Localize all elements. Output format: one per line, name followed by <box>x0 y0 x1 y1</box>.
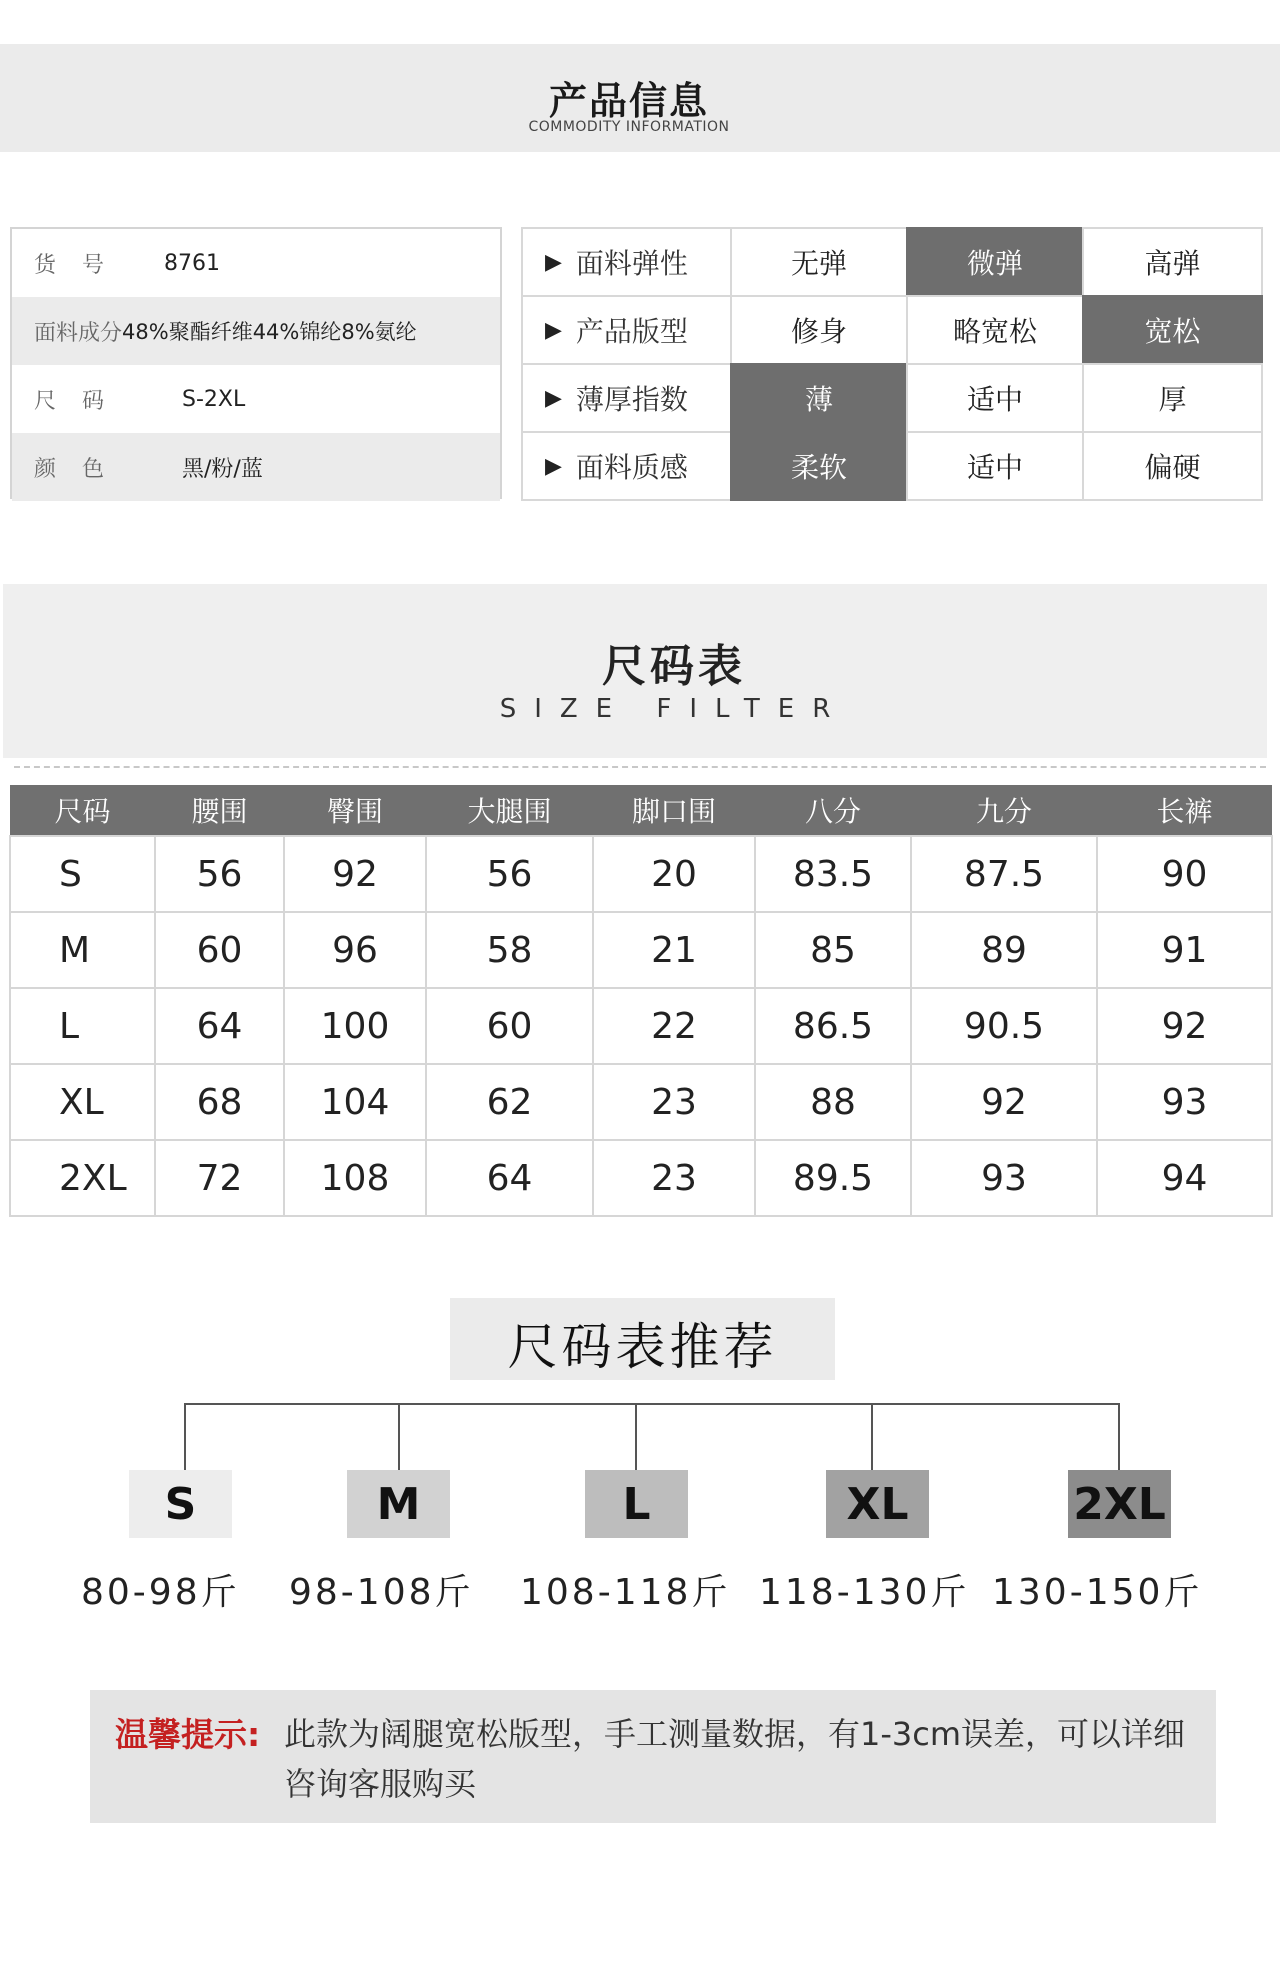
attr-option: 无弹 <box>730 227 908 297</box>
attr-option-selected: 柔软 <box>730 431 908 501</box>
table-cell: S <box>10 836 155 912</box>
info-value: 黑/粉/蓝 <box>182 456 263 482</box>
recommend-title: 尺码表推荐 <box>507 1318 778 1376</box>
table-cell: 64 <box>426 1140 593 1216</box>
table-cell: 91 <box>1097 912 1272 988</box>
attr-label: ▶ 薄厚指数 <box>521 363 732 433</box>
dashed-divider <box>14 766 1266 768</box>
size-chart-subtitle: SIZE FILTER <box>499 694 849 724</box>
info-value: S-2XL <box>182 386 246 412</box>
table-cell: 64 <box>155 988 284 1064</box>
table-cell: 56 <box>426 836 593 912</box>
attr-option: 厚 <box>1082 363 1263 433</box>
info-label: 货号 <box>34 252 131 278</box>
table-cell: 60 <box>426 988 593 1064</box>
attr-option: 高弹 <box>1082 227 1263 297</box>
table-row <box>10 1140 1272 1216</box>
table-cell: 93 <box>911 1140 1097 1216</box>
table-cell: 56 <box>155 836 284 912</box>
size-box-2xl: 2XL <box>1068 1470 1171 1538</box>
table-cell: 2XL <box>10 1140 155 1216</box>
attr-option: 修身 <box>730 295 908 365</box>
table-cell: 96 <box>284 912 426 988</box>
table-cell: 60 <box>155 912 284 988</box>
table-row <box>10 912 1272 988</box>
table-cell: M <box>10 912 155 988</box>
tree-branch-line <box>1118 1403 1120 1470</box>
size-box-l: L <box>585 1470 688 1538</box>
table-cell: 21 <box>593 912 755 988</box>
table-row <box>10 988 1272 1064</box>
table-cell: 87.5 <box>911 836 1097 912</box>
tree-branch-line <box>635 1403 637 1470</box>
tip-label: 温馨提示: <box>115 1715 261 1754</box>
attr-option-selected: 微弹 <box>906 227 1084 297</box>
table-cell: 88 <box>755 1064 911 1140</box>
table-cell: 92 <box>1097 988 1272 1064</box>
table-row <box>10 836 1272 912</box>
tree-horizontal-line <box>184 1403 1120 1405</box>
table-cell: 22 <box>593 988 755 1064</box>
table-cell: 100 <box>284 988 426 1064</box>
column-header: 臀围 <box>284 785 426 836</box>
size-table <box>9 785 1273 1217</box>
table-cell: 89.5 <box>755 1140 911 1216</box>
tip-text: 此款为阔腿宽松版型，手工测量数据，有1-3cm误差，可以详细咨询客服购买 <box>284 1715 1186 1803</box>
info-row-fabric <box>12 297 500 365</box>
info-label: 颜色 <box>34 456 131 482</box>
table-cell: 58 <box>426 912 593 988</box>
column-header: 长裤 <box>1097 785 1272 836</box>
column-header: 腰围 <box>155 785 284 836</box>
table-cell: L <box>10 988 155 1064</box>
page-subtitle: COMMODITY INFORMATION <box>528 119 730 135</box>
attr-option: 略宽松 <box>906 295 1084 365</box>
table-header-row <box>10 785 1272 836</box>
tree-branch-line <box>871 1403 873 1470</box>
column-header: 八分 <box>755 785 911 836</box>
info-row-item-no <box>12 229 500 297</box>
triangle-right-icon: ▶ <box>545 249 562 275</box>
weight-range: 130-150斤 <box>992 1572 1203 1613</box>
table-cell: 92 <box>911 1064 1097 1140</box>
table-cell: 93 <box>1097 1064 1272 1140</box>
triangle-right-icon: ▶ <box>545 453 562 479</box>
tree-branch-line <box>184 1403 186 1470</box>
size-box-s: S <box>129 1470 232 1538</box>
info-value: 48%聚酯纤维44%锦纶8%氨纶 <box>122 320 417 344</box>
attr-option: 偏硬 <box>1082 431 1263 501</box>
table-cell: 68 <box>155 1064 284 1140</box>
info-value: 8761 <box>164 250 220 276</box>
table-cell: 90 <box>1097 836 1272 912</box>
table-cell: 86.5 <box>755 988 911 1064</box>
table-cell: 89 <box>911 912 1097 988</box>
triangle-right-icon: ▶ <box>545 317 562 343</box>
column-header: 尺码 <box>10 785 155 836</box>
info-row-size <box>12 365 500 433</box>
table-cell: XL <box>10 1064 155 1140</box>
info-label: 面料成分 <box>34 320 123 346</box>
table-cell: 108 <box>284 1140 426 1216</box>
attribute-grid <box>521 227 1263 501</box>
table-cell: 104 <box>284 1064 426 1140</box>
table-cell: 62 <box>426 1064 593 1140</box>
attr-label: ▶ 面料弹性 <box>521 227 732 297</box>
attr-option: 适中 <box>906 363 1084 433</box>
column-header: 大腿围 <box>426 785 593 836</box>
weight-range: 80-98斤 <box>81 1572 240 1613</box>
table-row <box>10 1064 1272 1140</box>
table-cell: 83.5 <box>755 836 911 912</box>
attr-label: ▶ 面料质感 <box>521 431 732 501</box>
triangle-right-icon: ▶ <box>545 385 562 411</box>
weight-range: 108-118斤 <box>520 1572 731 1613</box>
size-chart-title: 尺码表 <box>602 641 746 692</box>
attr-option: 适中 <box>906 431 1084 501</box>
attr-option-selected: 宽松 <box>1082 295 1263 365</box>
info-label: 尺码 <box>34 388 131 414</box>
column-header: 脚口围 <box>593 785 755 836</box>
size-box-xl: XL <box>826 1470 929 1538</box>
page-title: 产品信息 <box>548 79 709 123</box>
table-cell: 90.5 <box>911 988 1097 1064</box>
tree-branch-line <box>398 1403 400 1470</box>
size-box-m: M <box>347 1470 450 1538</box>
column-header: 九分 <box>911 785 1097 836</box>
table-cell: 23 <box>593 1140 755 1216</box>
table-cell: 94 <box>1097 1140 1272 1216</box>
weight-range: 98-108斤 <box>289 1572 474 1613</box>
attr-label: ▶ 产品版型 <box>521 295 732 365</box>
table-cell: 85 <box>755 912 911 988</box>
weight-range: 118-130斤 <box>759 1572 970 1613</box>
product-info-table <box>10 227 502 499</box>
info-row-color <box>12 433 500 501</box>
attr-option-selected: 薄 <box>730 363 908 433</box>
table-cell: 72 <box>155 1140 284 1216</box>
table-cell: 20 <box>593 836 755 912</box>
table-cell: 23 <box>593 1064 755 1140</box>
table-cell: 92 <box>284 836 426 912</box>
